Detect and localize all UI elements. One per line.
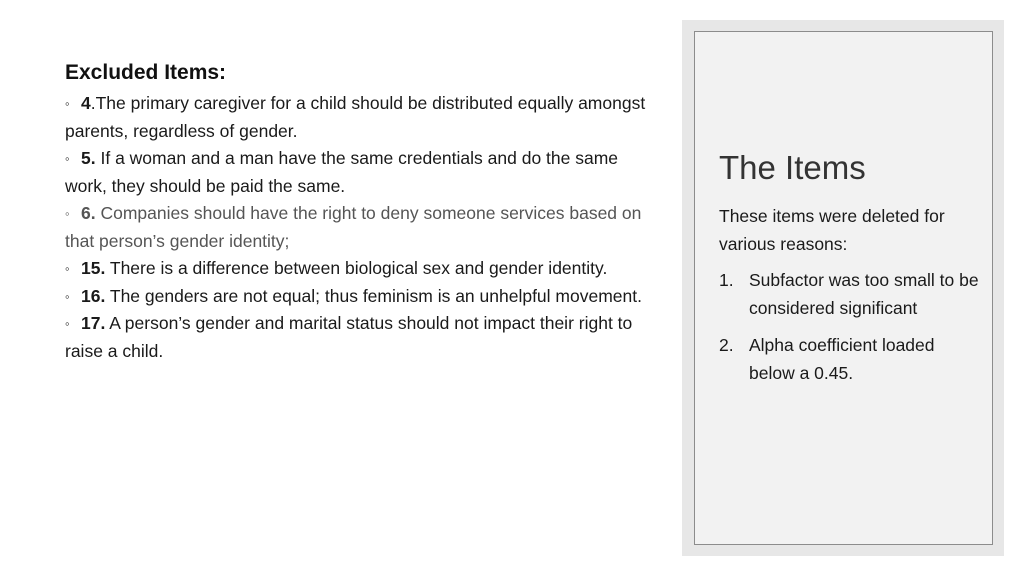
reason-number: 1. xyxy=(719,270,734,290)
reason-item xyxy=(719,331,981,387)
item-text: A person’s gender and marital status should not impact their right to raise a child. xyxy=(65,313,633,361)
excluded-item xyxy=(65,283,655,311)
card-intro: These items were deleted for various reasons: xyxy=(719,206,945,254)
item-number: 15. xyxy=(81,258,106,278)
excluded-items-panel xyxy=(65,58,655,365)
circle-bullet-icon: ◦ xyxy=(65,151,70,166)
reason-number: 2. xyxy=(719,335,734,355)
card-title: The Items xyxy=(719,149,866,186)
item-text: If a woman and a man have the same credentials and do the same work, they should be paid the same. xyxy=(65,148,619,196)
excluded-item xyxy=(65,145,655,200)
item-number: 16. xyxy=(81,285,106,306)
excluded-items-heading: Excluded Items: xyxy=(65,61,227,84)
excluded-item xyxy=(65,310,655,365)
item-number: 5. xyxy=(81,148,96,168)
excluded-item xyxy=(65,200,655,255)
item-text: The genders are not equal; thus feminism is an unhelpful movement. xyxy=(109,285,642,306)
reason-item xyxy=(719,266,981,322)
item-number: 17. xyxy=(81,313,106,333)
item-text: There is a difference between biological sex and gender identity. xyxy=(109,258,608,278)
circle-bullet-icon: ◦ xyxy=(65,288,70,304)
circle-bullet-icon: ◦ xyxy=(65,316,70,331)
item-number: 4 xyxy=(81,93,91,113)
reason-text: Alpha coefficient loaded below a 0.45. xyxy=(749,335,935,383)
reasons-list xyxy=(719,266,981,396)
item-separator: . xyxy=(90,93,96,113)
the-items-card xyxy=(694,31,993,545)
excluded-item xyxy=(65,90,655,145)
item-number: 6. xyxy=(81,203,96,223)
reason-text: Subfactor was too small to be considered significant xyxy=(749,270,979,318)
circle-bullet-icon: ◦ xyxy=(65,96,70,111)
circle-bullet-icon: ◦ xyxy=(65,206,70,221)
item-text: Companies should have the right to deny someone services based on that person’s gender identity; xyxy=(65,203,642,251)
circle-bullet-icon: ◦ xyxy=(65,261,70,276)
excluded-item xyxy=(65,255,655,283)
item-text: The primary caregiver for a child should be distributed equally amongst parents, regardless of gender. xyxy=(65,93,646,141)
